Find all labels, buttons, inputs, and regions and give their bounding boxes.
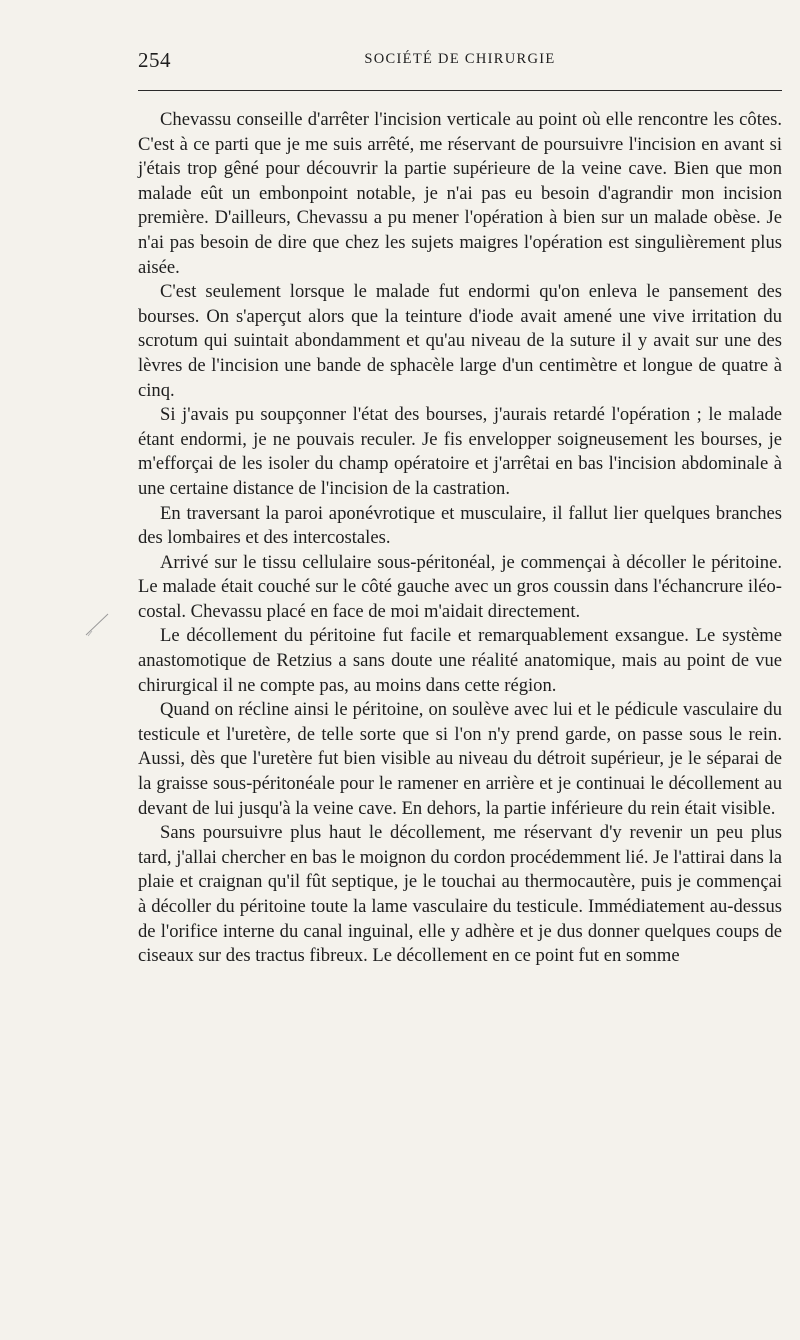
header-rule bbox=[138, 90, 782, 91]
paragraph-2: C'est seulement lorsque le malade fut endormi qu'on enleva le pansement des bourses. On s'aperçut alors que la teinture d'iode avait amené une vive irritation du scrotum qui suintait abondamment et qu'au niveau de la suture il y avait sur une des lèvres de l'incision une bande de sphacèle large d'un centimètre et longue de quatre à cinq. bbox=[138, 281, 782, 401]
running-head bbox=[138, 48, 782, 74]
body-text bbox=[138, 108, 782, 969]
paragraph-4: En traversant la paroi aponévrotique et musculaire, il fallut lier quelques branches des lombaires et des intercostales. bbox=[138, 502, 782, 549]
pencil-mark-icon bbox=[82, 610, 112, 638]
paragraph-5: Arrivé sur le tissu cellulaire sous-péritonéal, je commençai à décoller le péritoine. Le malade était couché sur le côté gauche avec un gros coussin dans l'échancrure iléo-costal. Chevassu placé en face de moi m'aidait directement. bbox=[138, 551, 782, 622]
running-title: SOCIÉTÉ DE CHIRURGIE bbox=[364, 51, 556, 67]
paragraph-3: Si j'avais pu soupçonner l'état des bourses, j'aurais retardé l'opération ; le malade étant endormi, je ne pouvais reculer. Je fis envelopper soigneusement les bourses, je m'efforçai de les isoler du champ opératoire et j'arrêtai en bas l'incision abdominale à une certaine distance de l'incision de la castration. bbox=[138, 404, 782, 499]
paragraph-8: Sans poursuivre plus haut le décollement, me réservant d'y revenir un peu plus tard, j'allai chercher en bas le moignon du cordon procédemment lié. Je l'attirai dans la plaie et craignan qu'il fût septique, je le touchai au thermocautère, puis je commençai à décoller du péritoine toute la lame vasculaire du testicule. Immédiatement au-dessus de l'orifice interne du canal inguinal, elle y adhère et je dus donner quelques coups de ciseaux sur des tractus fibreux. Le décollement en ce point fut en somme bbox=[138, 822, 782, 967]
paragraph-7: Quand on récline ainsi le péritoine, on soulève avec lui et le pédicule vasculaire du testicule et l'uretère, de telle sorte que si l'on n'y prend garde, on passe sous le rein. Aussi, dès que l'uretère fut bien visible au niveau du détroit supérieur, je le séparai de la graisse sous-péritonéale pour le ramener en arrière et je continuai le décollement au devant de lui jusqu'à la veine cave. En dehors, la partie inférieure du rein était visible. bbox=[138, 699, 782, 819]
paragraph-1: Chevassu conseille d'arrêter l'incision verticale au point où elle rencontre les côtes. C'est à ce parti que je me suis arrêté, me réservant de poursuivre l'incision en avant si j'étais trop gêné pour découvrir la partie supérieure de la veine cave. Bien que mon malade eût un embonpoint notable, je n'ai pas eu besoin d'agrandir mon incision première. D'ailleurs, Chevassu a pu mener l'opération à bien sur un malade obèse. Je n'ai pas besoin de dire que chez les sujets maigres l'opération est singulièrement plus aisée. bbox=[138, 109, 782, 278]
page-number: 254 bbox=[138, 48, 171, 72]
paragraph-6: Le décollement du péritoine fut facile et remarquablement exsangue. Le système anastomotique de Retzius a sans doute une réalité anatomique, mais au point de vue chirurgical il ne compte pas, au moins dans cette région. bbox=[138, 625, 782, 696]
